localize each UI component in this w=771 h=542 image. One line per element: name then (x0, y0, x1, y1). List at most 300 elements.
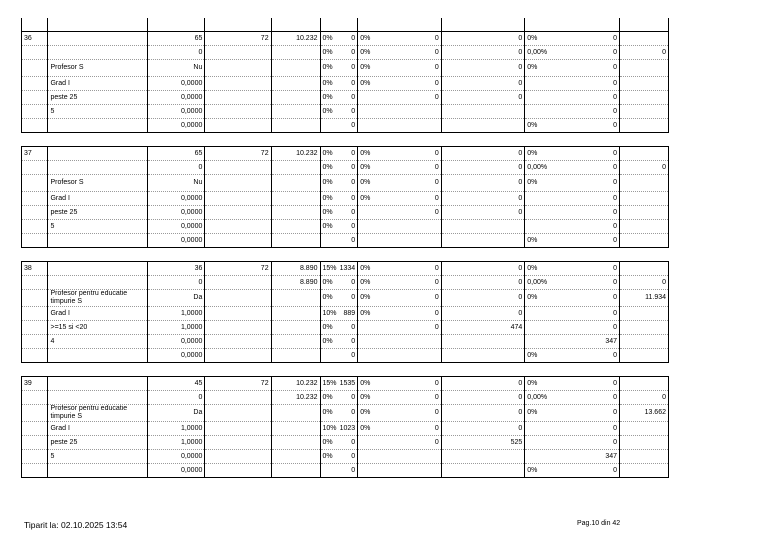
table-row (22, 46, 669, 60)
spacer-cell (358, 133, 442, 147)
row-number-cell (22, 192, 48, 206)
amount-percent-cell-left: 10.232 (296, 34, 318, 42)
percent-value-cell-right: 0 (613, 79, 618, 87)
value-pair-cell (441, 147, 525, 161)
value-pair-cell-right: 0 (434, 194, 439, 202)
value-cell: 72 (205, 262, 271, 276)
row-number-cell (22, 91, 48, 105)
amount-percent-cell (271, 262, 320, 276)
amount-percent-cell (271, 377, 320, 391)
total-cell (620, 119, 669, 133)
value-pair-cell (358, 119, 442, 133)
amount-percent-cell (271, 335, 320, 349)
percent-value-cell-left: 0% (527, 294, 538, 301)
value-pair-cell-left: 0% (360, 379, 371, 387)
function-label-cell: Profesor S (48, 60, 148, 77)
function-label-cell: Grad I (48, 307, 148, 321)
total-cell (620, 436, 669, 450)
value-cell: 72 (205, 377, 271, 391)
value-pair-cell-right: 0 (518, 424, 523, 432)
value-pair-cell (358, 220, 442, 234)
table-row (22, 335, 669, 349)
value-pair-cell (441, 234, 525, 248)
amount-percent-cell (271, 307, 320, 321)
percent-value-cell-left: 0,00% (527, 48, 548, 56)
value-pair-cell-right: 0 (434, 309, 439, 317)
value-pair-cell (358, 32, 442, 46)
function-label-cell: Profesor S (48, 175, 148, 192)
value-pair-cell-right: 0 (518, 309, 523, 317)
percent-amount-cell-left: 0% (322, 222, 333, 230)
value-cell: 0 (148, 276, 205, 290)
table-row (22, 321, 669, 335)
amount-percent-cell (271, 405, 320, 422)
value-pair-cell (358, 405, 442, 422)
percent-value-cell-right: 0 (613, 64, 618, 71)
amount-percent-cell (271, 77, 320, 91)
value-pair-cell-left: 0% (360, 79, 371, 87)
amount-percent-cell (271, 436, 320, 450)
percent-value-cell (525, 32, 620, 46)
total-cell (620, 206, 669, 220)
percent-amount-cell-right: 0 (351, 208, 356, 216)
value-cell (205, 206, 271, 220)
percent-value-cell (525, 220, 620, 234)
row-number-cell (22, 206, 48, 220)
percent-amount-cell-right: 0 (351, 409, 356, 416)
percent-value-cell (525, 234, 620, 248)
percent-amount-cell (320, 391, 358, 405)
row-number-cell (22, 220, 48, 234)
amount-percent-cell (271, 464, 320, 478)
percent-amount-cell-right: 0 (351, 351, 356, 359)
value-pair-cell-left: 0% (360, 194, 371, 202)
spacer-cell (320, 363, 358, 377)
spacer-cell (22, 248, 48, 262)
value-cell (205, 290, 271, 307)
value-pair-cell-left: 0% (360, 64, 371, 71)
value-cell (205, 77, 271, 91)
percent-amount-cell-right: 1023 (339, 424, 356, 432)
percent-value-cell-right: 0 (613, 107, 618, 115)
table-row (22, 206, 669, 220)
value-pair-cell-right: 0 (434, 79, 439, 87)
value-pair-cell (441, 60, 525, 77)
table-row (22, 262, 669, 276)
value-cell: 65 (148, 32, 205, 46)
value-pair-cell (358, 391, 442, 405)
value-cell: Da (148, 405, 205, 422)
value-cell (205, 276, 271, 290)
total-cell (620, 105, 669, 119)
header-cell (48, 18, 148, 32)
value-pair-cell (441, 276, 525, 290)
percent-value-cell-right: 0 (613, 149, 618, 157)
percent-value-cell (525, 206, 620, 220)
percent-value-cell-right: 0 (613, 194, 618, 202)
amount-percent-cell (271, 220, 320, 234)
spacer-cell (320, 133, 358, 147)
value-pair-cell (358, 349, 442, 363)
amount-percent-cell (271, 206, 320, 220)
percent-amount-cell-right: 0 (351, 179, 356, 186)
row-number-cell (22, 405, 48, 422)
value-cell: 0 (148, 391, 205, 405)
value-cell: 0 (148, 46, 205, 60)
percent-amount-cell (320, 46, 358, 60)
percent-amount-cell-right: 0 (351, 393, 356, 401)
amount-percent-cell (271, 349, 320, 363)
percent-amount-cell-right: 0 (351, 278, 356, 286)
function-label-cell: 5 (48, 220, 148, 234)
function-label-cell (48, 234, 148, 248)
percent-value-cell-right: 0 (613, 351, 618, 359)
header-cell (22, 18, 48, 32)
row-number-cell: 38 (22, 262, 48, 276)
percent-value-cell-right: 0 (613, 294, 618, 301)
percent-amount-cell (320, 335, 358, 349)
amount-percent-cell (271, 391, 320, 405)
value-pair-cell (358, 234, 442, 248)
value-cell (205, 321, 271, 335)
value-pair-cell-left: 0% (360, 149, 371, 157)
value-cell (205, 119, 271, 133)
percent-amount-cell (320, 349, 358, 363)
value-cell: 0,0000 (148, 234, 205, 248)
percent-amount-cell-left: 0% (322, 393, 333, 401)
table-row (22, 391, 669, 405)
value-pair-cell (358, 147, 442, 161)
amount-percent-cell (271, 119, 320, 133)
value-pair-cell (358, 46, 442, 60)
amount-percent-cell-left: 10.232 (296, 379, 318, 387)
value-cell (205, 464, 271, 478)
percent-amount-cell-right: 0 (351, 34, 356, 42)
percent-amount-cell-right: 0 (351, 93, 356, 101)
value-cell (205, 46, 271, 60)
percent-amount-cell (320, 161, 358, 175)
percent-amount-cell (320, 175, 358, 192)
percent-value-cell (525, 119, 620, 133)
percent-amount-cell (320, 91, 358, 105)
percent-value-cell (525, 349, 620, 363)
table-row (22, 91, 669, 105)
value-cell: 1,0000 (148, 307, 205, 321)
percent-value-cell-right: 0 (613, 278, 618, 286)
total-cell (620, 450, 669, 464)
total-cell (620, 147, 669, 161)
percent-amount-cell (320, 307, 358, 321)
value-pair-cell-right: 525 (510, 438, 523, 446)
percent-amount-cell (320, 450, 358, 464)
value-cell: 1,0000 (148, 436, 205, 450)
percent-amount-cell (320, 105, 358, 119)
percent-amount-cell-left: 10% (322, 309, 337, 317)
value-pair-cell-right: 0 (518, 64, 523, 71)
value-pair-cell (441, 335, 525, 349)
percent-amount-cell (320, 464, 358, 478)
spacer-cell (525, 133, 620, 147)
row-number-cell (22, 464, 48, 478)
value-pair-cell (358, 290, 442, 307)
function-label-cell: 5 (48, 105, 148, 119)
percent-amount-cell-left: 0% (322, 278, 333, 286)
value-pair-cell (441, 391, 525, 405)
value-pair-cell (358, 77, 442, 91)
percent-value-cell (525, 422, 620, 436)
value-pair-cell-right: 0 (434, 294, 439, 301)
table-row (22, 436, 669, 450)
block-spacer (22, 363, 669, 377)
value-cell: 0,0000 (148, 349, 205, 363)
percent-amount-cell (320, 405, 358, 422)
value-pair-cell (441, 405, 525, 422)
table-row (22, 377, 669, 391)
total-cell (620, 349, 669, 363)
percent-value-cell-right: 0 (613, 222, 618, 230)
percent-amount-cell-right: 0 (351, 337, 356, 345)
amount-percent-cell (271, 147, 320, 161)
spacer-cell (22, 363, 48, 377)
table-row (22, 220, 669, 234)
value-cell: 0,0000 (148, 119, 205, 133)
function-label-cell: Grad I (48, 192, 148, 206)
percent-amount-cell (320, 262, 358, 276)
value-cell: 0,0000 (148, 192, 205, 206)
percent-amount-cell-right: 1535 (339, 379, 356, 387)
percent-amount-cell-left: 0% (322, 294, 333, 301)
percent-value-cell-left: 0,00% (527, 278, 548, 286)
value-pair-cell-left: 0% (360, 409, 371, 416)
value-cell: 0,0000 (148, 206, 205, 220)
amount-percent-cell (271, 161, 320, 175)
row-number-cell (22, 335, 48, 349)
percent-amount-cell (320, 60, 358, 77)
amount-percent-cell (271, 175, 320, 192)
percent-value-cell (525, 335, 620, 349)
function-label-cell (48, 349, 148, 363)
value-pair-cell-right: 0 (518, 194, 523, 202)
value-pair-cell (358, 464, 442, 478)
row-number-cell (22, 77, 48, 91)
amount-percent-cell (271, 60, 320, 77)
value-cell (205, 161, 271, 175)
table-row (22, 192, 669, 206)
function-label-cell (48, 377, 148, 391)
percent-amount-cell-right: 889 (343, 309, 356, 317)
row-number-cell (22, 436, 48, 450)
print-timestamp: Tiparit la: 02.10.2025 13:54 (24, 520, 128, 530)
total-cell (620, 335, 669, 349)
value-cell (205, 335, 271, 349)
percent-amount-cell-left: 0% (322, 208, 333, 216)
value-pair-cell-left: 0% (360, 179, 371, 186)
percent-amount-cell (320, 290, 358, 307)
table-row (22, 147, 669, 161)
header-cell (441, 18, 525, 32)
row-number-cell (22, 321, 48, 335)
percent-value-cell (525, 147, 620, 161)
value-cell (205, 175, 271, 192)
header-cell (320, 18, 358, 32)
value-pair-cell-right: 0 (434, 48, 439, 56)
amount-percent-cell (271, 32, 320, 46)
amount-percent-cell (271, 105, 320, 119)
value-pair-cell (358, 175, 442, 192)
value-pair-cell (441, 77, 525, 91)
percent-amount-cell-left: 10% (322, 424, 337, 432)
function-label-cell: Grad I (48, 422, 148, 436)
spacer-cell (525, 248, 620, 262)
percent-amount-cell (320, 234, 358, 248)
value-pair-cell (358, 161, 442, 175)
function-label-cell: 4 (48, 335, 148, 349)
value-pair-cell (441, 321, 525, 335)
table-row (22, 77, 669, 91)
percent-amount-cell-right: 0 (351, 48, 356, 56)
row-number-cell (22, 307, 48, 321)
value-pair-cell-left: 0% (360, 294, 371, 301)
table-row (22, 234, 669, 248)
percent-amount-cell (320, 32, 358, 46)
value-pair-cell (441, 192, 525, 206)
table-row (22, 60, 669, 77)
value-cell: 45 (148, 377, 205, 391)
value-pair-cell (441, 262, 525, 276)
percent-value-cell-left: 0% (527, 64, 538, 71)
percent-value-cell (525, 290, 620, 307)
value-pair-cell-right: 0 (518, 163, 523, 171)
percent-value-cell (525, 436, 620, 450)
function-label-cell: peste 25 (48, 436, 148, 450)
spacer-cell (620, 133, 669, 147)
spacer-cell (620, 248, 669, 262)
value-pair-cell-right: 0 (434, 323, 439, 331)
value-pair-cell-left: 0% (360, 264, 371, 272)
amount-percent-cell (271, 321, 320, 335)
value-cell (205, 192, 271, 206)
row-number-cell (22, 450, 48, 464)
value-pair-cell-left: 0% (360, 163, 371, 171)
value-pair-cell-right: 0 (434, 93, 439, 101)
table-row (22, 405, 669, 422)
value-pair-cell-right: 0 (434, 438, 439, 446)
table-row (22, 290, 669, 307)
percent-value-cell-right: 0 (613, 179, 618, 186)
total-cell (620, 60, 669, 77)
percent-value-cell (525, 464, 620, 478)
value-pair-cell (441, 91, 525, 105)
percent-value-cell-right: 0 (613, 93, 618, 101)
row-number-cell (22, 119, 48, 133)
value-cell (205, 307, 271, 321)
value-pair-cell (441, 436, 525, 450)
value-pair-cell-right: 0 (518, 409, 523, 416)
function-label-cell (48, 161, 148, 175)
row-number-cell: 39 (22, 377, 48, 391)
percent-amount-cell-right: 0 (351, 194, 356, 202)
value-cell (205, 422, 271, 436)
total-cell (620, 321, 669, 335)
percent-value-cell (525, 161, 620, 175)
spacer-cell (358, 363, 442, 377)
percent-amount-cell-left: 0% (322, 64, 333, 71)
value-pair-cell (358, 321, 442, 335)
percent-amount-cell-left: 0% (322, 452, 333, 460)
value-pair-cell (358, 307, 442, 321)
value-cell: 0,0000 (148, 450, 205, 464)
percent-value-cell-right: 0 (613, 236, 618, 244)
value-pair-cell-left: 0% (360, 424, 371, 432)
value-pair-cell (441, 32, 525, 46)
value-pair-cell-right: 0 (434, 409, 439, 416)
percent-value-cell-left: 0% (527, 409, 538, 416)
percent-amount-cell-right: 1334 (339, 264, 356, 272)
percent-amount-cell-right: 0 (351, 163, 356, 171)
spacer-cell (271, 363, 320, 377)
value-pair-cell (358, 276, 442, 290)
value-pair-cell (358, 335, 442, 349)
value-pair-cell (441, 349, 525, 363)
block-spacer (22, 133, 669, 147)
total-cell: 11.934 (620, 290, 669, 307)
total-cell: 13.662 (620, 405, 669, 422)
function-label-cell (48, 276, 148, 290)
percent-amount-cell-left: 15% (322, 379, 337, 387)
percent-amount-cell-left: 0% (322, 93, 333, 101)
function-label-cell (48, 32, 148, 46)
percent-value-cell (525, 175, 620, 192)
spacer-cell (205, 248, 271, 262)
function-label-cell (48, 464, 148, 478)
percent-value-cell (525, 60, 620, 77)
percent-amount-cell-right: 0 (351, 294, 356, 301)
value-cell (205, 234, 271, 248)
spacer-cell (148, 363, 205, 377)
row-number-cell (22, 105, 48, 119)
value-pair-cell (358, 91, 442, 105)
row-number-cell (22, 46, 48, 60)
table-row (22, 161, 669, 175)
percent-amount-cell-left: 0% (322, 323, 333, 331)
percent-value-cell (525, 262, 620, 276)
function-label-cell: peste 25 (48, 91, 148, 105)
value-pair-cell (358, 60, 442, 77)
percent-value-cell-right: 0 (613, 424, 618, 432)
percent-value-cell (525, 307, 620, 321)
amount-percent-cell (271, 450, 320, 464)
percent-value-cell-left: 0% (527, 264, 538, 272)
value-pair-cell-right: 0 (434, 179, 439, 186)
row-number-cell (22, 290, 48, 307)
row-number-cell (22, 175, 48, 192)
spacer-cell (620, 363, 669, 377)
header-cell (148, 18, 205, 32)
function-label-cell: Grad I (48, 77, 148, 91)
percent-value-cell-right: 0 (613, 121, 618, 129)
percent-amount-cell (320, 220, 358, 234)
report-table-container (21, 18, 669, 478)
total-cell: 0 (620, 276, 669, 290)
value-cell: Da (148, 290, 205, 307)
header-cell (358, 18, 442, 32)
value-cell: 0 (148, 161, 205, 175)
percent-value-cell (525, 105, 620, 119)
percent-value-cell (525, 391, 620, 405)
total-cell (620, 175, 669, 192)
value-cell: 0,0000 (148, 105, 205, 119)
spacer-cell (441, 248, 525, 262)
